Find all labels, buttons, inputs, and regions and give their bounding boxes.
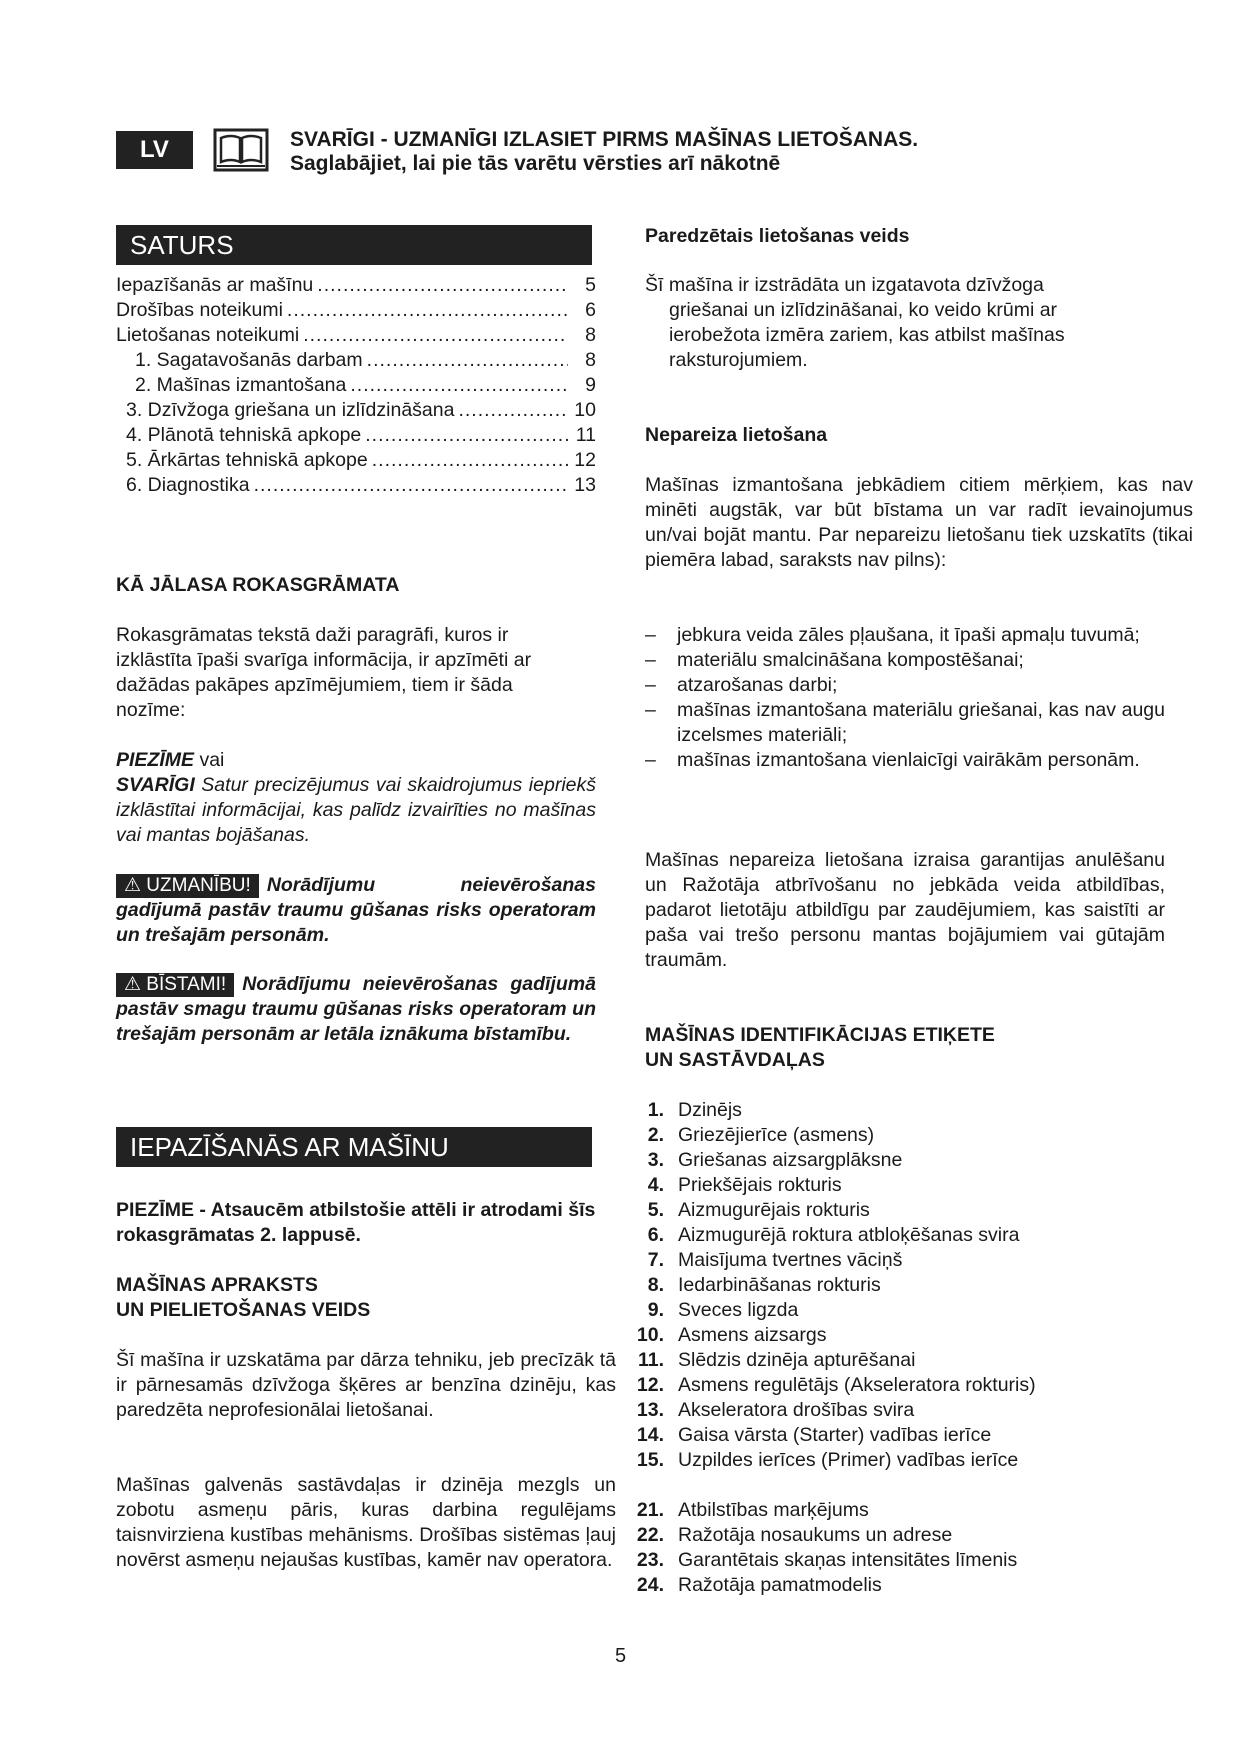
toc-leader — [254, 473, 568, 498]
part-number: 3. — [647, 1149, 664, 1171]
part-number: 14. — [636, 1424, 664, 1446]
toc-title: SATURS — [116, 225, 592, 265]
list-item — [645, 648, 1165, 673]
part-item — [620, 1098, 1180, 1123]
book-icon — [213, 128, 269, 172]
part-name: Sveces ligzda — [678, 1299, 799, 1321]
list-item-text: atzarošanas darbi; — [677, 674, 838, 696]
part-item — [620, 1498, 1180, 1523]
note-word: PIEZĪME — [116, 749, 195, 771]
desc-title-2: UN PIELIETOŠANAS VEIDS — [116, 1299, 371, 1321]
danger-text: Norādījumu neievērošanas gadījumā pastāv smagu traumu gūšanas risks operatoram un trešajām personām ar letāla iznākuma bīstamību. — [116, 973, 596, 1045]
part-number: 10. — [636, 1324, 664, 1346]
intended-title: Paredzētais lietošanas veids — [645, 225, 910, 247]
part-number: 2. — [647, 1124, 664, 1146]
toc-row — [116, 448, 596, 473]
part-number: 12. — [636, 1374, 664, 1396]
part-number: 21. — [636, 1499, 664, 1521]
intro-title: IEPAZĪŠANĀS AR MAŠĪNU — [116, 1127, 592, 1167]
dash-marker: – — [645, 699, 656, 721]
part-number: 22. — [636, 1524, 664, 1546]
parts-list — [620, 1098, 1180, 1473]
howto-text: Rokasgrāmatas tekstā daži paragrāfi, kuros ir izklāstīta īpaši svarīga informācija, ir apzīmēti ar dažādas pakāpes apzīmējumiem, tiem ir šāda nozīme: — [116, 624, 532, 721]
toc-label: 3. Dzīvžoga griešana un izlīdzināšana — [126, 399, 455, 421]
language-badge: LV — [116, 131, 193, 169]
toc-page: 13 — [574, 474, 596, 496]
header-keep: Saglabājiet, lai pie tās varētu vērsties arī nākotnē — [290, 152, 781, 175]
intended-text-2: griešanai un izlīdzināšanai, ko veido krūmi ar ierobežota izmēra zariem, kas atbilst mašīnas raksturojumiem. — [669, 299, 1065, 371]
toc-row — [116, 373, 596, 398]
list-item-text: materiālu smalcināšana kompostēšanai; — [677, 649, 1024, 671]
toc-leader — [317, 273, 568, 298]
part-item — [620, 1298, 1180, 1323]
toc-row — [116, 348, 596, 373]
toc-leader — [365, 423, 568, 448]
desc-paragraph-1: Šī mašīna ir uzskatāma par dārza tehniku, jeb precīzāk tā ir pārnesamās dzīvžoga šķēres ar benzīna dzinēju, kas paredzēta neprofesionālai lietošanai. — [116, 1349, 616, 1421]
list-item — [645, 623, 1165, 648]
howto-title: KĀ JĀLASA ROKASGRĀMATA — [116, 574, 400, 596]
header-important: SVARĪGI - UZMANĪGI IZLASIET PIRMS MAŠĪNAS LIETOŠANAS. — [290, 128, 919, 151]
part-name: Aizmugurējā roktura atbloķēšanas svira — [678, 1224, 1020, 1246]
toc-page: 5 — [585, 274, 596, 296]
toc-label: 5. Ārkārtas tehniskā apkope — [126, 449, 368, 471]
desc-title-1: MAŠĪNAS APRAKSTS — [116, 1274, 318, 1296]
toc-label: Iepazīšanās ar mašīnu — [116, 274, 314, 296]
important-text: Satur precizējumus vai skaidrojumus iepriekš izklāstītai informācijai, kas palīdz izvairīties no mašīnas vai mantas bojāšanas. — [116, 774, 596, 846]
part-item — [620, 1273, 1180, 1298]
toc-page: 10 — [574, 399, 596, 421]
part-name: Aizmugurējais rokturis — [678, 1199, 870, 1221]
toc-leader — [287, 298, 568, 323]
part-item — [620, 1223, 1180, 1248]
toc-page: 12 — [574, 449, 596, 471]
part-name: Atbilstības marķējums — [678, 1499, 869, 1521]
misuse-after: Mašīnas nepareiza lietošana izraisa garantijas anulēšanu un Ražotāja atbrīvošanu no jebkāda veida atbildības, padarot lietotāju atbildīgu par zaudējumiem, kas saistīti ar paša vai trešo personu mantas bojājumiem vai gūtajām traumām. — [645, 849, 1165, 971]
part-number: 4. — [647, 1174, 664, 1196]
part-name: Gaisa vārsta (Starter) vadības ierīce — [678, 1424, 992, 1446]
toc-leader — [372, 448, 568, 473]
part-item — [620, 1323, 1180, 1348]
part-name: Griezējierīce (asmens) — [678, 1124, 875, 1146]
part-item — [620, 1248, 1180, 1273]
toc-row — [116, 473, 596, 498]
misuse-title: Nepareiza lietošana — [645, 424, 828, 446]
part-number: 24. — [636, 1574, 664, 1596]
part-name: Ražotāja pamatmodelis — [678, 1574, 882, 1596]
misuse-text: Mašīnas izmantošana jebkādiem citiem mērķiem, kas nav minēti augstāk, var būt bīstama un var radīt ievainojumus un/vai bojāt mantu. Par nepareizu lietošanu tiek uzskatīts (tikai piemēra labad, saraksts nav pilns): — [645, 474, 1193, 571]
dash-marker: – — [645, 649, 656, 671]
list-item — [645, 748, 1165, 773]
part-item — [620, 1523, 1180, 1548]
list-item — [645, 698, 1165, 748]
part-number: 7. — [647, 1249, 664, 1271]
warning-badge: ⚠ UZMANĪBU! — [116, 874, 259, 898]
part-name: Slēdzis dzinēja apturēšanai — [678, 1349, 916, 1371]
parts-title-1: MAŠĪNAS IDENTIFIKĀCIJAS ETIĶETE — [645, 1024, 995, 1046]
part-name: Akseleratora drošības svira — [678, 1399, 915, 1421]
part-number: 8. — [647, 1274, 664, 1296]
part-item — [620, 1448, 1180, 1473]
table-of-contents — [116, 273, 596, 498]
part-item — [620, 1548, 1180, 1573]
part-item — [620, 1373, 1180, 1398]
label-parts-list — [620, 1498, 1180, 1598]
intro-note: PIEZĪME - Atsaucēm atbilstošie attēli ir atrodami šīs rokasgrāmatas 2. lappusē. — [116, 1199, 596, 1246]
part-item — [620, 1198, 1180, 1223]
list-item-text: mašīnas izmantošana materiālu griešanai, kas nav augu izcelsmes materiāli; — [677, 699, 1165, 746]
toc-label: Drošības noteikumi — [116, 299, 283, 321]
part-name: Maisījuma tvertnes vāciņš — [678, 1249, 903, 1271]
part-number: 1. — [647, 1099, 664, 1121]
part-number: 23. — [636, 1549, 664, 1571]
part-item — [620, 1123, 1180, 1148]
dash-marker: – — [645, 749, 656, 771]
desc-paragraph-2: Mašīnas galvenās sastāvdaļas ir dzinēja mezgls un zobotu asmeņu pāris, kuras darbina regulējams taisnvirziena kustības mehānisms. Drošības sistēmas ļauj novērst asmeņu nejaušas kustības, kamēr nav operatora. — [116, 1474, 616, 1571]
page-number: 5 — [614, 1645, 627, 1667]
toc-row — [116, 298, 596, 323]
toc-row — [116, 323, 596, 348]
toc-row — [116, 423, 596, 448]
toc-label: 6. Diagnostika — [126, 474, 250, 496]
part-name: Asmens regulētājs (Akseleratora rokturis) — [678, 1374, 1036, 1396]
part-item — [620, 1348, 1180, 1373]
part-number: 9. — [647, 1299, 664, 1321]
important-word: SVARĪGI — [116, 774, 195, 796]
toc-leader — [303, 323, 568, 348]
part-item — [620, 1423, 1180, 1448]
note-block — [116, 748, 596, 848]
dash-marker: – — [645, 624, 656, 646]
part-name: Griešanas aizsargplāksne — [678, 1149, 903, 1171]
toc-row — [116, 398, 596, 423]
part-number: 5. — [647, 1199, 664, 1221]
toc-label: Lietošanas noteikumi — [116, 324, 300, 346]
part-number: 15. — [636, 1449, 664, 1471]
toc-page: 9 — [585, 374, 596, 396]
note-vai: vai — [199, 749, 225, 771]
part-name: Garantētais skaņas intensitātes līmenis — [678, 1549, 1018, 1571]
warning-text: Norādījumu neievērošanas gadījumā pastāv traumu gūšanas risks operatoram un trešajām personām. — [116, 874, 596, 946]
toc-page: 6 — [585, 299, 596, 321]
warning-block — [116, 873, 596, 948]
part-item — [620, 1148, 1180, 1173]
toc-page: 8 — [585, 324, 596, 346]
toc-page: 8 — [585, 349, 596, 371]
parts-title-2: UN SASTĀVDAĻAS — [645, 1049, 825, 1071]
part-item — [620, 1398, 1180, 1423]
toc-label: 1. Sagatavošanās darbam — [135, 349, 363, 371]
toc-page: 11 — [575, 424, 596, 446]
part-number: 13. — [636, 1399, 664, 1421]
part-name: Dzinējs — [678, 1099, 742, 1121]
toc-leader — [350, 373, 568, 398]
misuse-list — [645, 623, 1165, 773]
toc-label: 4. Plānotā tehniskā apkope — [126, 424, 362, 446]
part-number: 6. — [647, 1224, 664, 1246]
part-number: 11. — [637, 1349, 664, 1371]
intended-text-1: Šī mašīna ir izstrādāta un izgatavota dzīvžoga — [645, 274, 1044, 296]
toc-leader — [458, 398, 568, 423]
part-name: Asmens aizsargs — [678, 1324, 827, 1346]
toc-row — [116, 273, 596, 298]
part-name: Uzpildes ierīces (Primer) vadības ierīce — [678, 1449, 1019, 1471]
list-item — [645, 673, 1165, 698]
part-item — [620, 1173, 1180, 1198]
danger-badge: ⚠ BĪSTAMI! — [116, 973, 234, 997]
part-name: Iedarbināšanas rokturis — [678, 1274, 881, 1296]
list-item-text: jebkura veida zāles pļaušana, it īpaši apmaļu tuvumā; — [677, 624, 1140, 646]
part-name: Priekšējais rokturis — [678, 1174, 842, 1196]
part-item — [620, 1573, 1180, 1598]
danger-block — [116, 972, 596, 1047]
list-item-text: mašīnas izmantošana vienlaicīgi vairākām personām. — [677, 749, 1140, 771]
toc-leader — [367, 348, 568, 373]
part-name: Ražotāja nosaukums un adrese — [678, 1524, 953, 1546]
toc-label: 2. Mašīnas izmantošana — [135, 374, 347, 396]
dash-marker: – — [645, 674, 656, 696]
